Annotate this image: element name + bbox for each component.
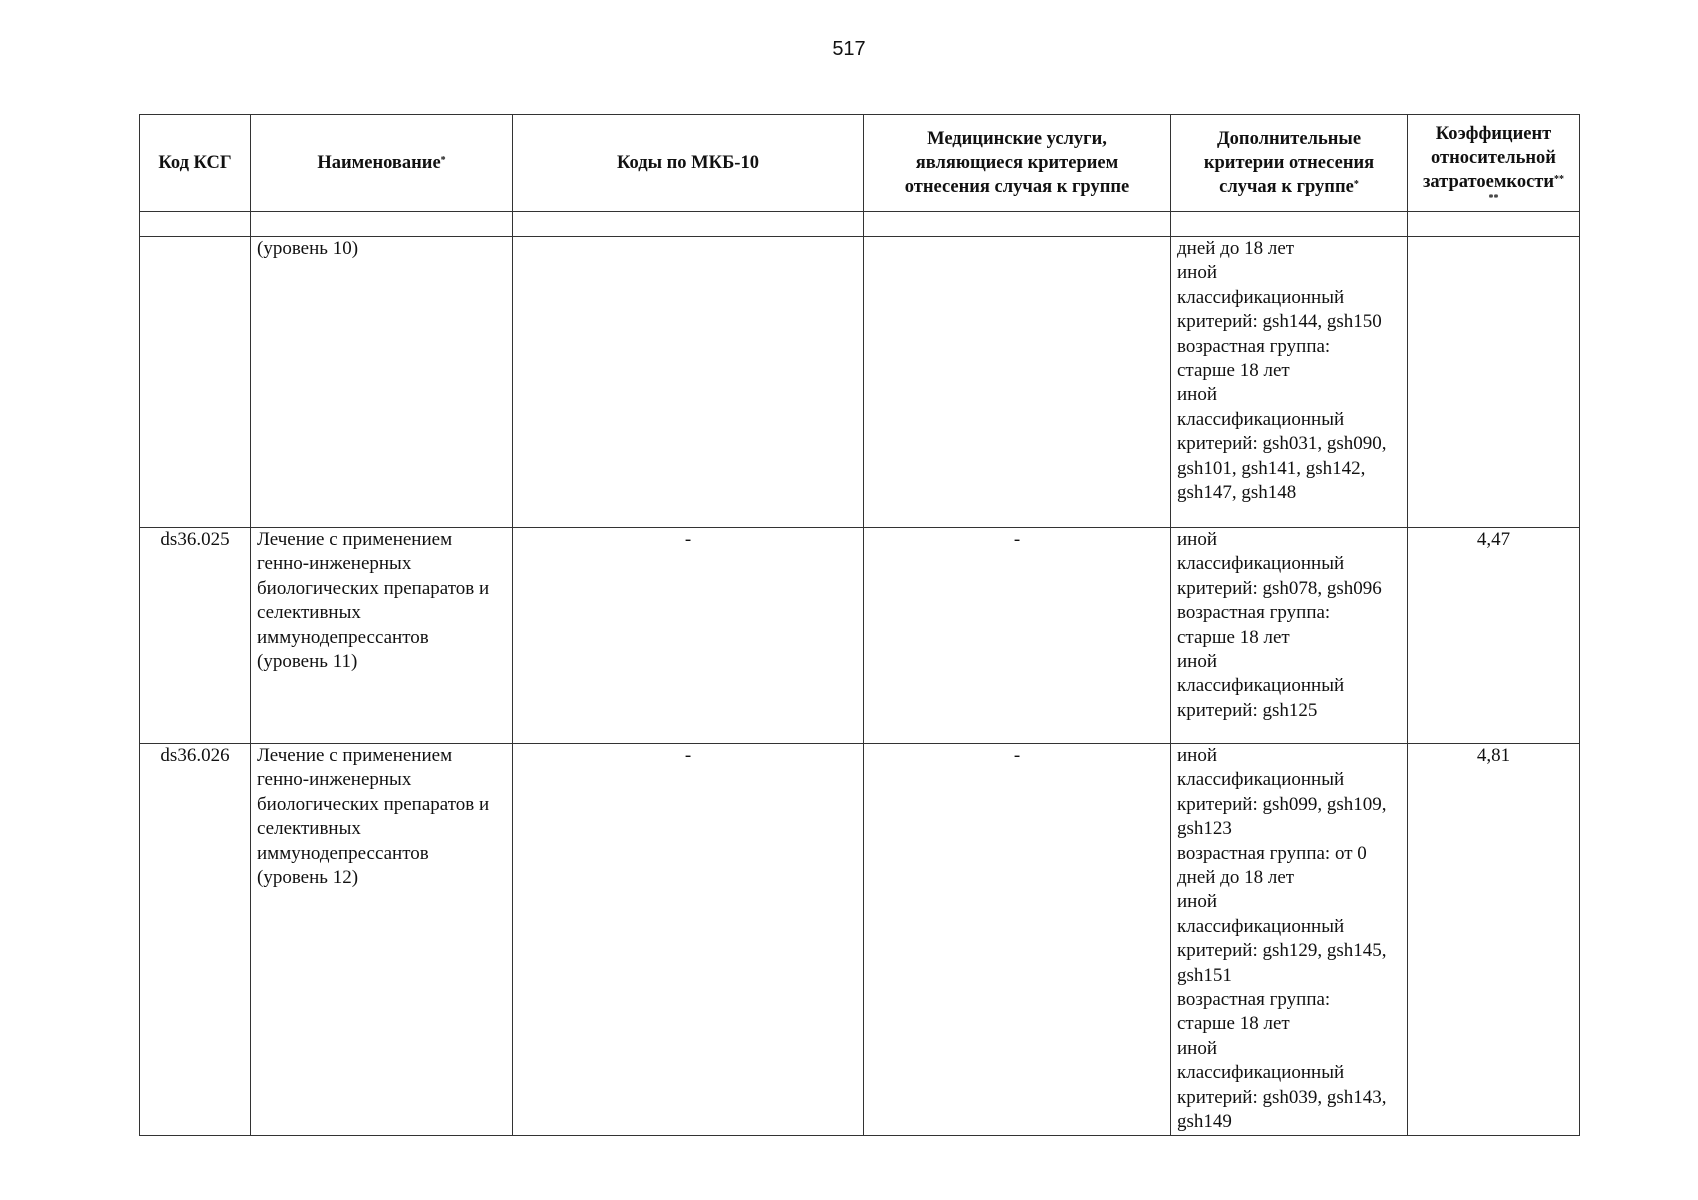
cell-coef: 4,47 (1408, 528, 1580, 744)
cell-coef (1408, 237, 1580, 528)
table-row (140, 744, 1580, 1136)
cell-code: ds36.026 (140, 744, 251, 1136)
header-name: Наименование* (251, 115, 513, 212)
cell-services: - (864, 528, 1171, 744)
header-coef-footnote-mark-2: ** (1488, 193, 1499, 204)
table-spacer-row (140, 212, 1580, 237)
header-coef-footnote-mark: ** (1554, 174, 1565, 185)
cell-criteria: иной классификационный критерий: gsh099, gsh109, gsh123 возрастная группа: от 0 дней до 18 лет иной классификационный критерий: gsh129, gsh145, gsh151 возрастная группа: старше 18 лет иной классификационный критерий: gsh039, gsh143, gsh149 (1171, 744, 1408, 1136)
cell-mkb: - (513, 528, 864, 744)
header-criteria-footnote-mark: * (1353, 179, 1359, 190)
table-row (140, 528, 1580, 744)
header-name-footnote-mark: * (440, 155, 446, 166)
header-mkb: Коды по МКБ-10 (513, 115, 864, 212)
ksg-table (139, 114, 1580, 1136)
table-row (140, 237, 1580, 528)
cell-mkb: - (513, 744, 864, 1136)
cell-code: ds36.025 (140, 528, 251, 744)
cell-services: - (864, 744, 1171, 1136)
table-header-row (140, 115, 1580, 212)
cell-mkb (513, 237, 864, 528)
cell-criteria: иной классификационный критерий: gsh078, gsh096 возрастная группа: старше 18 лет иной классификационный критерий: gsh125 (1171, 528, 1408, 744)
cell-name: Лечение с применением генно-инженерных биологических препаратов и селективных иммунодепрессантов (уровень 12) (251, 744, 513, 1136)
header-coef: Коэффициент относительной затратоемкости** ** (1408, 115, 1580, 212)
cell-criteria: дней до 18 лет иной классификационный критерий: gsh144, gsh150 возрастная группа: старше 18 лет иной классификационный критерий: gsh031, gsh090, gsh101, gsh141, gsh142, gsh147, gsh148 (1171, 237, 1408, 528)
cell-coef: 4,81 (1408, 744, 1580, 1136)
cell-name: Лечение с применением генно-инженерных биологических препаратов и селективных иммунодепрессантов (уровень 11) (251, 528, 513, 744)
page-number: 517 (832, 38, 866, 60)
cell-code (140, 237, 251, 528)
cell-services (864, 237, 1171, 528)
header-criteria: Дополнительные критерии отнесения случая к группе* (1171, 115, 1408, 212)
header-services: Медицинские услуги, являющиеся критерием отнесения случая к группе (864, 115, 1171, 212)
cell-name: (уровень 10) (251, 237, 513, 528)
header-code: Код КСГ (140, 115, 251, 212)
